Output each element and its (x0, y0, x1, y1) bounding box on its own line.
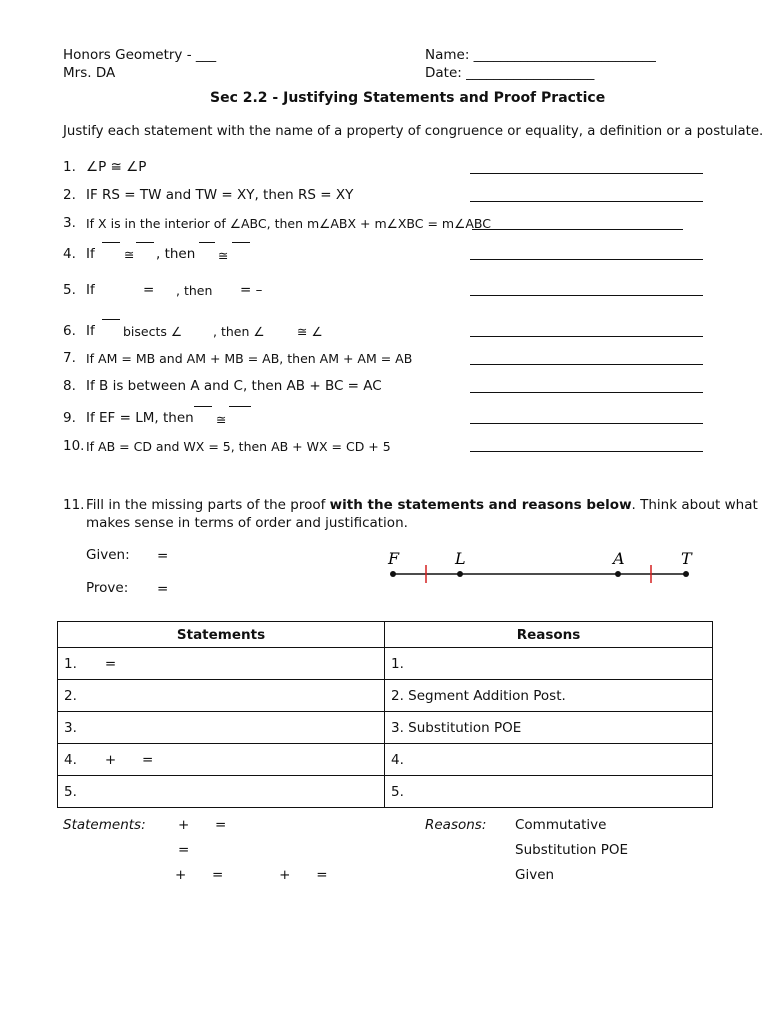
teacher-label: Mrs. DA (63, 65, 116, 81)
reason-cell[interactable]: 4. (385, 744, 713, 776)
reasons-header: Reasons (385, 622, 713, 648)
problem-9-text: If EF = LM, then (86, 410, 194, 426)
statement-bank-item: = (178, 842, 190, 858)
segment-overline (102, 319, 120, 320)
problem-11-text-a: Fill in the missing parts of the proof (86, 497, 326, 513)
given-equals: = (157, 548, 169, 564)
statement-number: 5. (64, 783, 77, 800)
page-title: Sec 2.2 - Justifying Statements and Proof Practice (210, 90, 606, 106)
problem-5-then: , then (176, 283, 213, 298)
problem-11-instructions-cont: makes sense in terms of order and justification. (86, 515, 408, 531)
date-field: Date: ___________________ (425, 65, 595, 81)
course-label: Honors Geometry - ___ (63, 47, 217, 63)
segment-overline (229, 406, 251, 407)
problem-2-text: IF RS = TW and TW = XY, then RS = XY (86, 187, 354, 203)
answer-blank-8[interactable] (470, 392, 703, 393)
problem-9-congruent: ≅ (216, 412, 227, 427)
problem-7-number: 7. (63, 350, 76, 366)
table-row (58, 680, 713, 712)
answer-blank-6[interactable] (470, 336, 703, 337)
answer-blank-10[interactable] (470, 451, 703, 452)
problem-3-number: 3. (63, 215, 76, 231)
problem-6-number: 6. (63, 323, 76, 339)
answer-blank-2[interactable] (470, 201, 703, 202)
statements-header: Statements (58, 622, 385, 648)
reason-bank-item: Substitution POE (515, 842, 629, 858)
problem-7-text: If AM = MB and AM + MB = AB, then AM + AM = AB (86, 351, 413, 366)
segment-overline (232, 242, 250, 243)
table-row (58, 712, 713, 744)
problem-11-text-b: . Think about what (631, 497, 758, 513)
problem-11-instructions (86, 497, 758, 513)
problem-8-text: If B is between A and C, then AB + BC = AC (86, 378, 382, 394)
answer-blank-4[interactable] (470, 259, 703, 260)
statement-text: + = (104, 751, 154, 768)
segment-overline (194, 406, 212, 407)
point-label-a: A (613, 549, 625, 568)
point-label-f: F (388, 549, 400, 568)
point-label-l: L (455, 549, 466, 568)
reason-cell[interactable]: 2. Segment Addition Post. (385, 680, 713, 712)
point-l (457, 571, 463, 577)
table-header-row (58, 622, 713, 648)
answer-blank-3[interactable] (472, 229, 683, 230)
statement-bank-item: + = (178, 817, 227, 833)
problem-5-equals-b: = – (240, 282, 263, 298)
given-label: Given: (86, 547, 130, 563)
reason-cell[interactable]: 5. (385, 776, 713, 808)
reason-bank-item: Commutative (515, 817, 607, 833)
statement-cell[interactable] (58, 776, 385, 808)
segment-overline (102, 242, 120, 243)
name-field: Name: ___________________________ (425, 47, 656, 63)
reason-bank-item: Given (515, 867, 555, 883)
problem-9-number: 9. (63, 410, 76, 426)
problem-4-congruent-a: ≅ (124, 247, 135, 262)
problem-4-then: , then (156, 246, 196, 262)
statement-cell[interactable] (58, 712, 385, 744)
reasons-bank-label: Reasons: (425, 817, 487, 833)
statement-text: = (104, 655, 117, 672)
statement-number: 3. (64, 719, 77, 736)
statement-cell[interactable] (58, 648, 385, 680)
problem-5-if: If (86, 282, 95, 298)
problem-10-number: 10. (63, 438, 85, 454)
point-label-t: T (681, 549, 692, 568)
table-row (58, 744, 713, 776)
problem-5-equals-a: = (143, 282, 155, 298)
problem-1-number: 1. (63, 159, 76, 175)
reason-cell[interactable]: 3. Substitution POE (385, 712, 713, 744)
problem-2-number: 2. (63, 187, 76, 203)
answer-blank-5[interactable] (470, 295, 703, 296)
problem-4-number: 4. (63, 246, 76, 262)
proof-table (57, 621, 713, 808)
statements-bank-label: Statements: (63, 817, 146, 833)
answer-blank-1[interactable] (470, 173, 703, 174)
statement-number: 2. (64, 687, 77, 704)
problem-3-text: If X is in the interior of ∠ABC, then m∠ABX + m∠XBC = m∠ABC (86, 216, 491, 231)
problem-4-congruent-b: ≅ (218, 248, 229, 263)
statement-cell[interactable] (58, 744, 385, 776)
problem-11-number: 11. (63, 497, 85, 513)
answer-blank-7[interactable] (470, 364, 703, 365)
problem-6-if: If (86, 323, 95, 339)
statement-cell[interactable] (58, 680, 385, 712)
problem-5-number: 5. (63, 282, 76, 298)
statement-number: 1. (64, 655, 77, 672)
problem-8-number: 8. (63, 378, 76, 394)
table-row (58, 776, 713, 808)
answer-blank-9[interactable] (470, 423, 703, 424)
problem-6-congruent: ≅ ∠ (297, 324, 323, 339)
table-row (58, 648, 713, 680)
problem-1-text: ∠P ≅ ∠P (86, 159, 147, 175)
point-a (615, 571, 621, 577)
problem-6-bisects: bisects ∠ (123, 324, 183, 339)
reason-cell[interactable]: 1. (385, 648, 713, 680)
segment-overline (136, 242, 154, 243)
point-t (683, 571, 689, 577)
statement-number: 4. (64, 751, 77, 768)
statement-bank-item: + = + = (175, 867, 328, 883)
segment-overline (199, 242, 215, 243)
problem-11-text-bold: with the statements and reasons below (329, 497, 632, 513)
prove-label: Prove: (86, 580, 129, 596)
problem-4-if: If (86, 246, 95, 262)
point-f (390, 571, 396, 577)
instructions: Justify each statement with the name of a property of congruence or equality, a definition or a postulate. (63, 124, 764, 139)
prove-equals: = (157, 581, 169, 597)
segment-diagram (380, 545, 710, 590)
problem-6-then: , then ∠ (213, 324, 265, 339)
problem-10-text: If AB = CD and WX = 5, then AB + WX = CD + 5 (86, 439, 391, 454)
